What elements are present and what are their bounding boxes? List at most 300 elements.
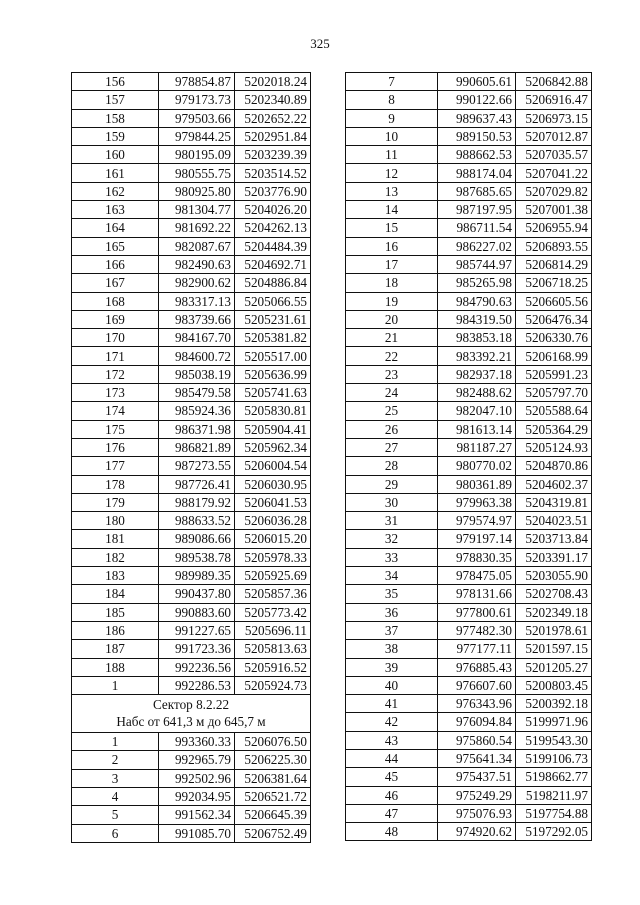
x-coordinate-cell: 986227.02	[438, 237, 516, 255]
table-row	[346, 475, 592, 493]
x-coordinate-cell: 978131.66	[438, 585, 516, 603]
point-number-cell: 184	[72, 585, 159, 603]
x-coordinate-cell: 985924.36	[159, 402, 235, 420]
y-coordinate-cell: 5205904.41	[235, 420, 311, 438]
x-coordinate-cell: 980770.02	[438, 457, 516, 475]
table-row	[346, 749, 592, 767]
x-coordinate-cell: 984319.50	[438, 310, 516, 328]
y-coordinate-cell: 5206036.28	[235, 512, 311, 530]
x-coordinate-cell: 992034.95	[159, 787, 235, 805]
point-number-cell: 1	[72, 733, 159, 751]
x-coordinate-cell: 979574.97	[438, 512, 516, 530]
table-row	[346, 237, 592, 255]
y-coordinate-cell: 5206076.50	[235, 733, 311, 751]
y-coordinate-cell: 5205124.93	[516, 438, 592, 456]
y-coordinate-cell: 5205813.63	[235, 640, 311, 658]
x-coordinate-cell: 993360.33	[159, 733, 235, 751]
point-number-cell: 44	[346, 749, 438, 767]
table-row	[72, 201, 311, 219]
y-coordinate-cell: 5202340.89	[235, 91, 311, 109]
sector-subtitle: Набс от 641,3 м до 645,7 м	[116, 714, 266, 730]
table-row	[346, 768, 592, 786]
table-row	[346, 457, 592, 475]
x-coordinate-cell: 989538.78	[159, 548, 235, 566]
x-coordinate-cell: 991723.36	[159, 640, 235, 658]
table-row	[346, 731, 592, 749]
x-coordinate-cell: 990122.66	[438, 91, 516, 109]
x-coordinate-cell: 991227.65	[159, 621, 235, 639]
point-number-cell: 47	[346, 804, 438, 822]
point-number-cell: 43	[346, 731, 438, 749]
x-coordinate-cell: 991562.34	[159, 806, 235, 824]
x-coordinate-cell: 976885.43	[438, 658, 516, 676]
table-row	[346, 420, 592, 438]
table-row	[72, 658, 311, 676]
y-coordinate-cell: 5206330.76	[516, 329, 592, 347]
y-coordinate-cell: 5206476.34	[516, 310, 592, 328]
y-coordinate-cell: 5204484.39	[235, 237, 311, 255]
point-number-cell: 164	[72, 219, 159, 237]
y-coordinate-cell: 5205588.64	[516, 402, 592, 420]
table-row	[346, 292, 592, 310]
point-number-cell: 48	[346, 823, 438, 841]
y-coordinate-cell: 5206041.53	[235, 493, 311, 511]
point-number-cell: 30	[346, 493, 438, 511]
point-number-cell: 173	[72, 384, 159, 402]
x-coordinate-cell: 980925.80	[159, 182, 235, 200]
table-row	[346, 274, 592, 292]
table-row	[72, 292, 311, 310]
point-number-cell: 15	[346, 219, 438, 237]
point-number-cell: 170	[72, 329, 159, 347]
table-row	[72, 73, 311, 91]
point-number-cell: 165	[72, 237, 159, 255]
table-row	[72, 787, 311, 805]
y-coordinate-cell: 5197754.88	[516, 804, 592, 822]
y-coordinate-cell: 5206521.72	[235, 787, 311, 805]
x-coordinate-cell: 983317.13	[159, 292, 235, 310]
x-coordinate-cell: 985479.58	[159, 384, 235, 402]
x-coordinate-cell: 982047.10	[438, 402, 516, 420]
point-number-cell: 178	[72, 475, 159, 493]
x-coordinate-cell: 987685.65	[438, 182, 516, 200]
table-row	[72, 164, 311, 182]
x-coordinate-cell: 983739.66	[159, 310, 235, 328]
table-row	[346, 329, 592, 347]
table-row	[346, 640, 592, 658]
x-coordinate-cell: 987273.55	[159, 457, 235, 475]
point-number-cell: 185	[72, 603, 159, 621]
y-coordinate-cell: 5201597.15	[516, 640, 592, 658]
point-number-cell: 24	[346, 384, 438, 402]
y-coordinate-cell: 5205797.70	[516, 384, 592, 402]
y-coordinate-cell: 5198211.97	[516, 786, 592, 804]
point-number-cell: 3	[72, 769, 159, 787]
y-coordinate-cell: 5206955.94	[516, 219, 592, 237]
sector-header-row	[72, 695, 311, 733]
x-coordinate-cell: 977177.11	[438, 640, 516, 658]
table-row	[346, 146, 592, 164]
y-coordinate-cell: 5205231.61	[235, 310, 311, 328]
point-number-cell: 156	[72, 73, 159, 91]
point-number-cell: 45	[346, 768, 438, 786]
table-row	[72, 640, 311, 658]
x-coordinate-cell: 982488.62	[438, 384, 516, 402]
table-row	[72, 751, 311, 769]
point-number-cell: 41	[346, 695, 438, 713]
table-row	[346, 310, 592, 328]
point-number-cell: 161	[72, 164, 159, 182]
y-coordinate-cell: 5204602.37	[516, 475, 592, 493]
y-coordinate-cell: 5206973.15	[516, 109, 592, 127]
table-row	[72, 420, 311, 438]
table-row	[72, 567, 311, 585]
x-coordinate-cell: 989989.35	[159, 567, 235, 585]
table-row	[72, 457, 311, 475]
x-coordinate-cell: 977800.61	[438, 603, 516, 621]
y-coordinate-cell: 5204026.20	[235, 201, 311, 219]
point-number-cell: 169	[72, 310, 159, 328]
x-coordinate-cell: 982937.18	[438, 365, 516, 383]
page-number: 325	[310, 36, 330, 51]
y-coordinate-cell: 5205962.34	[235, 438, 311, 456]
point-number-cell: 175	[72, 420, 159, 438]
x-coordinate-cell: 985038.19	[159, 365, 235, 383]
table-row	[346, 365, 592, 383]
point-number-cell: 177	[72, 457, 159, 475]
table-row	[346, 127, 592, 145]
y-coordinate-cell: 5206168.99	[516, 347, 592, 365]
x-coordinate-cell: 979503.66	[159, 109, 235, 127]
y-coordinate-cell: 5207035.57	[516, 146, 592, 164]
point-number-cell: 37	[346, 621, 438, 639]
table-row	[346, 713, 592, 731]
y-coordinate-cell: 5202349.18	[516, 603, 592, 621]
x-coordinate-cell: 984790.63	[438, 292, 516, 310]
x-coordinate-cell: 988662.53	[438, 146, 516, 164]
point-number-cell: 176	[72, 438, 159, 456]
y-coordinate-cell: 5198662.77	[516, 768, 592, 786]
y-coordinate-cell: 5205925.69	[235, 567, 311, 585]
y-coordinate-cell: 5206916.47	[516, 91, 592, 109]
point-number-cell: 172	[72, 365, 159, 383]
table-row	[72, 603, 311, 621]
x-coordinate-cell: 975249.29	[438, 786, 516, 804]
table-row	[72, 237, 311, 255]
x-coordinate-cell: 988179.92	[159, 493, 235, 511]
point-number-cell: 9	[346, 109, 438, 127]
table-row	[72, 548, 311, 566]
x-coordinate-cell: 975076.93	[438, 804, 516, 822]
point-number-cell: 183	[72, 567, 159, 585]
x-coordinate-cell: 989637.43	[438, 109, 516, 127]
x-coordinate-cell: 980195.09	[159, 146, 235, 164]
x-coordinate-cell: 983853.18	[438, 329, 516, 347]
y-coordinate-cell: 5205773.42	[235, 603, 311, 621]
point-number-cell: 158	[72, 109, 159, 127]
x-coordinate-cell: 979173.73	[159, 91, 235, 109]
table-row	[72, 621, 311, 639]
y-coordinate-cell: 5204262.13	[235, 219, 311, 237]
table-row	[346, 182, 592, 200]
coordinates-table-right	[345, 72, 592, 841]
y-coordinate-cell: 5200803.45	[516, 676, 592, 694]
x-coordinate-cell: 981692.22	[159, 219, 235, 237]
table-row	[72, 769, 311, 787]
table-row	[346, 548, 592, 566]
x-coordinate-cell: 986821.89	[159, 438, 235, 456]
y-coordinate-cell: 5204886.84	[235, 274, 311, 292]
table-row	[72, 146, 311, 164]
table-row	[346, 493, 592, 511]
table-row	[72, 274, 311, 292]
y-coordinate-cell: 5205364.29	[516, 420, 592, 438]
y-coordinate-cell: 5206893.55	[516, 237, 592, 255]
x-coordinate-cell: 979963.38	[438, 493, 516, 511]
point-number-cell: 180	[72, 512, 159, 530]
y-coordinate-cell: 5205741.63	[235, 384, 311, 402]
point-number-cell: 186	[72, 621, 159, 639]
table-row	[346, 621, 592, 639]
x-coordinate-cell: 984167.70	[159, 329, 235, 347]
table-row	[346, 201, 592, 219]
table-row	[346, 219, 592, 237]
point-number-cell: 181	[72, 530, 159, 548]
x-coordinate-cell: 990437.80	[159, 585, 235, 603]
table-row	[72, 512, 311, 530]
x-coordinate-cell: 982900.62	[159, 274, 235, 292]
table-row	[346, 73, 592, 91]
point-number-cell: 7	[346, 73, 438, 91]
y-coordinate-cell: 5205636.99	[235, 365, 311, 383]
x-coordinate-cell: 992236.56	[159, 658, 235, 676]
y-coordinate-cell: 5205857.36	[235, 585, 311, 603]
table-row	[72, 384, 311, 402]
table-row	[72, 310, 311, 328]
x-coordinate-cell: 981613.14	[438, 420, 516, 438]
y-coordinate-cell: 5205991.23	[516, 365, 592, 383]
y-coordinate-cell: 5206030.95	[235, 475, 311, 493]
x-coordinate-cell: 980361.89	[438, 475, 516, 493]
x-coordinate-cell: 975437.51	[438, 768, 516, 786]
y-coordinate-cell: 5205830.81	[235, 402, 311, 420]
y-coordinate-cell: 5206225.30	[235, 751, 311, 769]
y-coordinate-cell: 5206814.29	[516, 255, 592, 273]
x-coordinate-cell: 990883.60	[159, 603, 235, 621]
table-row	[346, 530, 592, 548]
x-coordinate-cell: 982490.63	[159, 255, 235, 273]
y-coordinate-cell: 5206842.88	[516, 73, 592, 91]
x-coordinate-cell: 976607.60	[438, 676, 516, 694]
table-row	[72, 347, 311, 365]
y-coordinate-cell: 5206381.64	[235, 769, 311, 787]
point-number-cell: 8	[346, 91, 438, 109]
table-row	[346, 91, 592, 109]
y-coordinate-cell: 5197292.05	[516, 823, 592, 841]
point-number-cell: 14	[346, 201, 438, 219]
y-coordinate-cell: 5203514.52	[235, 164, 311, 182]
point-number-cell: 23	[346, 365, 438, 383]
point-number-cell: 6	[72, 824, 159, 842]
y-coordinate-cell: 5202018.24	[235, 73, 311, 91]
table-row	[346, 804, 592, 822]
y-coordinate-cell: 5204870.86	[516, 457, 592, 475]
x-coordinate-cell: 988633.52	[159, 512, 235, 530]
x-coordinate-cell: 985265.98	[438, 274, 516, 292]
x-coordinate-cell: 976094.84	[438, 713, 516, 731]
y-coordinate-cell: 5204319.81	[516, 493, 592, 511]
table-row	[72, 824, 311, 842]
table-row	[72, 493, 311, 511]
x-coordinate-cell: 992286.53	[159, 676, 235, 694]
point-number-cell: 10	[346, 127, 438, 145]
y-coordinate-cell: 5200392.18	[516, 695, 592, 713]
x-coordinate-cell: 978475.05	[438, 567, 516, 585]
x-coordinate-cell: 982087.67	[159, 237, 235, 255]
x-coordinate-cell: 978830.35	[438, 548, 516, 566]
point-number-cell: 32	[346, 530, 438, 548]
x-coordinate-cell: 986711.54	[438, 219, 516, 237]
table-row	[346, 402, 592, 420]
table-row	[346, 658, 592, 676]
y-coordinate-cell: 5199106.73	[516, 749, 592, 767]
x-coordinate-cell: 990605.61	[438, 73, 516, 91]
y-coordinate-cell: 5203713.84	[516, 530, 592, 548]
y-coordinate-cell: 5202652.22	[235, 109, 311, 127]
point-number-cell: 20	[346, 310, 438, 328]
table-row	[346, 109, 592, 127]
y-coordinate-cell: 5202708.43	[516, 585, 592, 603]
point-number-cell: 25	[346, 402, 438, 420]
y-coordinate-cell: 5203391.17	[516, 548, 592, 566]
point-number-cell: 36	[346, 603, 438, 621]
table-row	[72, 365, 311, 383]
y-coordinate-cell: 5202951.84	[235, 127, 311, 145]
y-coordinate-cell: 5204692.71	[235, 255, 311, 273]
x-coordinate-cell: 992965.79	[159, 751, 235, 769]
x-coordinate-cell: 977482.30	[438, 621, 516, 639]
point-number-cell: 19	[346, 292, 438, 310]
y-coordinate-cell: 5199543.30	[516, 731, 592, 749]
y-coordinate-cell: 5203776.90	[235, 182, 311, 200]
y-coordinate-cell: 5205978.33	[235, 548, 311, 566]
x-coordinate-cell: 987726.41	[159, 475, 235, 493]
table-row	[72, 402, 311, 420]
x-coordinate-cell: 974920.62	[438, 823, 516, 841]
x-coordinate-cell: 987197.95	[438, 201, 516, 219]
table-row	[72, 219, 311, 237]
x-coordinate-cell: 985744.97	[438, 255, 516, 273]
table-row	[72, 255, 311, 273]
y-coordinate-cell: 5207029.82	[516, 182, 592, 200]
point-number-cell: 187	[72, 640, 159, 658]
point-number-cell: 159	[72, 127, 159, 145]
x-coordinate-cell: 984600.72	[159, 347, 235, 365]
point-number-cell: 34	[346, 567, 438, 585]
x-coordinate-cell: 980555.75	[159, 164, 235, 182]
point-number-cell: 27	[346, 438, 438, 456]
point-number-cell: 18	[346, 274, 438, 292]
y-coordinate-cell: 5206015.20	[235, 530, 311, 548]
table-row	[346, 164, 592, 182]
x-coordinate-cell: 981304.77	[159, 201, 235, 219]
x-coordinate-cell: 992502.96	[159, 769, 235, 787]
point-number-cell: 2	[72, 751, 159, 769]
table-row	[346, 347, 592, 365]
point-number-cell: 22	[346, 347, 438, 365]
table-row	[346, 585, 592, 603]
point-number-cell: 28	[346, 457, 438, 475]
point-number-cell: 16	[346, 237, 438, 255]
sector-header	[72, 695, 311, 733]
y-coordinate-cell: 5207041.22	[516, 164, 592, 182]
x-coordinate-cell: 979844.25	[159, 127, 235, 145]
table-row	[72, 806, 311, 824]
coordinates-table-left	[71, 72, 311, 843]
y-coordinate-cell: 5205924.73	[235, 676, 311, 694]
y-coordinate-cell: 5199971.96	[516, 713, 592, 731]
x-coordinate-cell: 991085.70	[159, 824, 235, 842]
table-row	[72, 91, 311, 109]
point-number-cell: 11	[346, 146, 438, 164]
table-row	[346, 384, 592, 402]
y-coordinate-cell: 5204023.51	[516, 512, 592, 530]
table-row	[72, 109, 311, 127]
point-number-cell: 174	[72, 402, 159, 420]
point-number-cell: 39	[346, 658, 438, 676]
y-coordinate-cell: 5203239.39	[235, 146, 311, 164]
x-coordinate-cell: 976343.96	[438, 695, 516, 713]
point-number-cell: 5	[72, 806, 159, 824]
point-number-cell: 4	[72, 787, 159, 805]
table-row	[72, 182, 311, 200]
y-coordinate-cell: 5206718.25	[516, 274, 592, 292]
y-coordinate-cell: 5205916.52	[235, 658, 311, 676]
table-row	[346, 512, 592, 530]
x-coordinate-cell: 978854.87	[159, 73, 235, 91]
table-row	[346, 786, 592, 804]
point-number-cell: 1	[72, 676, 159, 694]
point-number-cell: 12	[346, 164, 438, 182]
table-row	[346, 695, 592, 713]
point-number-cell: 163	[72, 201, 159, 219]
x-coordinate-cell: 983392.21	[438, 347, 516, 365]
point-number-cell: 188	[72, 658, 159, 676]
table-row	[346, 603, 592, 621]
point-number-cell: 179	[72, 493, 159, 511]
x-coordinate-cell: 975641.34	[438, 749, 516, 767]
table-row	[72, 676, 311, 694]
table-row	[72, 733, 311, 751]
point-number-cell: 33	[346, 548, 438, 566]
x-coordinate-cell: 986371.98	[159, 420, 235, 438]
point-number-cell: 13	[346, 182, 438, 200]
y-coordinate-cell: 5205696.11	[235, 621, 311, 639]
point-number-cell: 168	[72, 292, 159, 310]
y-coordinate-cell: 5206605.56	[516, 292, 592, 310]
table-row	[346, 438, 592, 456]
table-row	[346, 255, 592, 273]
y-coordinate-cell: 5207001.38	[516, 201, 592, 219]
x-coordinate-cell: 989150.53	[438, 127, 516, 145]
point-number-cell: 26	[346, 420, 438, 438]
table-row	[346, 823, 592, 841]
point-number-cell: 42	[346, 713, 438, 731]
table-row	[346, 567, 592, 585]
point-number-cell: 171	[72, 347, 159, 365]
y-coordinate-cell: 5201205.27	[516, 658, 592, 676]
y-coordinate-cell: 5206752.49	[235, 824, 311, 842]
